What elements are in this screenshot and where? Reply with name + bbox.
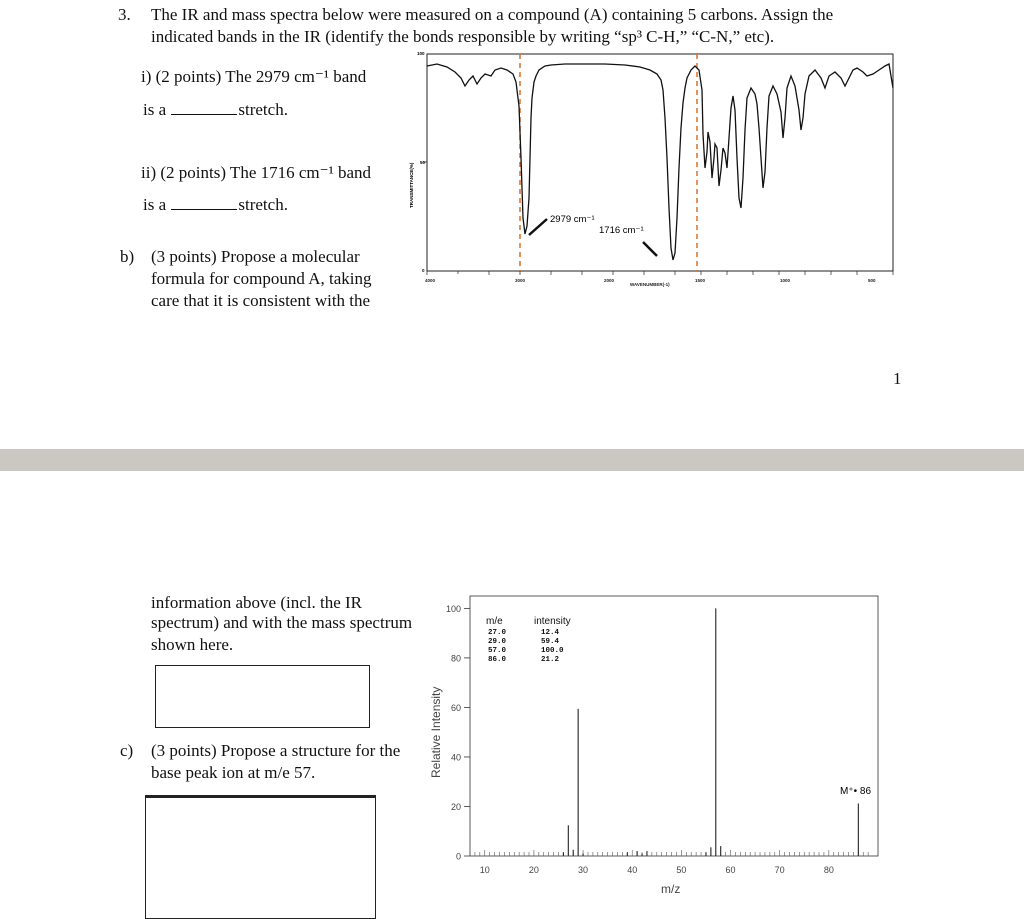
- ir-y-tick-100: 100: [417, 51, 425, 56]
- answer-box-structure[interactable]: [145, 795, 376, 919]
- ms-table-intensity-cell: 59.4: [541, 638, 560, 646]
- ms-x-tick-label: 60: [725, 865, 736, 875]
- ms-y-axis-label: Relative Intensity: [429, 686, 443, 778]
- part-c-line-1: (3 points) Propose a structure for the: [151, 741, 401, 760]
- part-b-line-3: care that it is consistent with the: [151, 291, 371, 310]
- ir-y-tick-0: 0: [422, 268, 425, 273]
- ms-x-axis-label: m/z: [661, 882, 681, 896]
- question-line-1: The IR and mass spectra below were measured on a compound (A) containing 5 carbons. Assign the: [151, 5, 834, 24]
- ms-table-intensity-cell: 100.0: [541, 647, 564, 655]
- ms-table-intensity-cell: 21.2: [541, 656, 560, 664]
- part-ii-blank[interactable]: [171, 195, 237, 210]
- page-number: 1: [893, 369, 902, 388]
- part-b-label: b): [120, 247, 135, 266]
- part-i-line-2: [143, 99, 288, 121]
- part-i-is-a: is a: [143, 100, 167, 119]
- ir-x-tick-500: 500: [868, 278, 876, 283]
- ir-arrow-1716: [643, 242, 657, 256]
- part-ii-stretch: stretch.: [238, 195, 288, 214]
- ir-y-axis-label: TRANSMITTANCE(%): [409, 162, 414, 208]
- ms-data-table: [486, 616, 571, 664]
- continued-line-2: spectrum) and with the mass spectrum: [151, 613, 413, 632]
- ms-molecular-ion-label: M⁺• 86: [840, 786, 872, 797]
- part-ii-line-2: [143, 194, 288, 216]
- ms-y-tick-label: 60: [450, 702, 461, 713]
- ms-table-header-intensity: intensity: [534, 616, 571, 627]
- question-line-2: indicated bands in the IR (identify the bonds responsible by writing “sp³ C-H,” “C-N,” etc).: [151, 27, 775, 46]
- ir-x-ticks: [427, 271, 893, 275]
- continued-line-1: information above (incl. the IR: [151, 593, 363, 612]
- ir-spectrum-trace: [427, 64, 893, 260]
- continued-line-2-clip: [151, 612, 427, 636]
- ir-label-1716: 1716 cm⁻¹: [599, 225, 644, 236]
- ir-x-tick-2000: 2000: [604, 278, 615, 283]
- question-number: 3.: [118, 5, 131, 24]
- part-c-line-2: base peak ion at m/e 57.: [151, 763, 316, 782]
- ir-x-axis-label: WAVENUMBER(-1): [630, 282, 670, 287]
- ms-y-tick-label: 0: [455, 851, 461, 862]
- ms-y-ticks: [446, 604, 470, 862]
- ir-x-tick-3000: 3000: [515, 278, 526, 283]
- ms-y-tick-label: 40: [450, 752, 461, 763]
- part-i-line-1: i) (2 points) The 2979 cm⁻¹ band: [141, 67, 367, 86]
- ms-x-tick-label: 70: [774, 865, 785, 875]
- ms-x-tick-label: 80: [823, 865, 834, 875]
- ms-bars: [563, 608, 858, 856]
- part-ii-is-a: is a: [143, 195, 167, 214]
- ms-x-tick-label: 50: [676, 865, 687, 875]
- ms-table-me-cell: 86.0: [488, 656, 507, 664]
- continued-line-3: shown here.: [151, 635, 234, 654]
- ir-label-2979: 2979 cm⁻¹: [550, 214, 595, 225]
- ms-y-tick-label: 20: [450, 801, 461, 812]
- ms-x-tick-label: 30: [578, 865, 589, 875]
- page-divider: [0, 449, 1024, 471]
- ms-table-me-cell: 57.0: [488, 647, 507, 655]
- ir-plot-frame: [427, 54, 893, 271]
- ms-x-ticks: [480, 865, 834, 875]
- part-b-line-2: formula for compound A, taking: [151, 269, 372, 288]
- ms-y-tick-label: 100: [445, 603, 461, 614]
- ms-table-header-me: m/e: [486, 616, 503, 627]
- ms-x-tick-label: 10: [479, 865, 490, 875]
- ir-x-tick-1000: 1000: [780, 278, 791, 283]
- ms-plot-frame: [470, 596, 878, 856]
- ir-x-tick-4000: 4000: [425, 278, 436, 283]
- part-ii-line-1: ii) (2 points) The 1716 cm⁻¹ band: [141, 163, 371, 182]
- ms-table-me-cell: 27.0: [488, 629, 507, 637]
- ms-x-tick-label: 20: [528, 865, 539, 875]
- ir-spectrum: [395, 48, 905, 293]
- answer-box-formula[interactable]: [155, 665, 370, 728]
- ms-minor-ticks: [475, 850, 868, 856]
- part-c-label: c): [120, 741, 134, 760]
- ir-x-tick-1500: 1500: [695, 278, 706, 283]
- part-i-stretch: stretch.: [238, 100, 288, 119]
- part-i-blank[interactable]: [171, 100, 237, 115]
- ms-x-tick-label: 40: [627, 865, 638, 875]
- ms-table-me-cell: 29.0: [488, 638, 507, 646]
- ms-y-tick-label: 80: [450, 653, 461, 664]
- ir-arrow-2979: [529, 219, 547, 235]
- ms-table-intensity-cell: 12.4: [541, 629, 560, 637]
- mass-spectrum-chart: [425, 590, 885, 900]
- part-b-line-1: (3 points) Propose a molecular: [151, 247, 360, 266]
- ir-y-tick-50: 50: [420, 160, 426, 165]
